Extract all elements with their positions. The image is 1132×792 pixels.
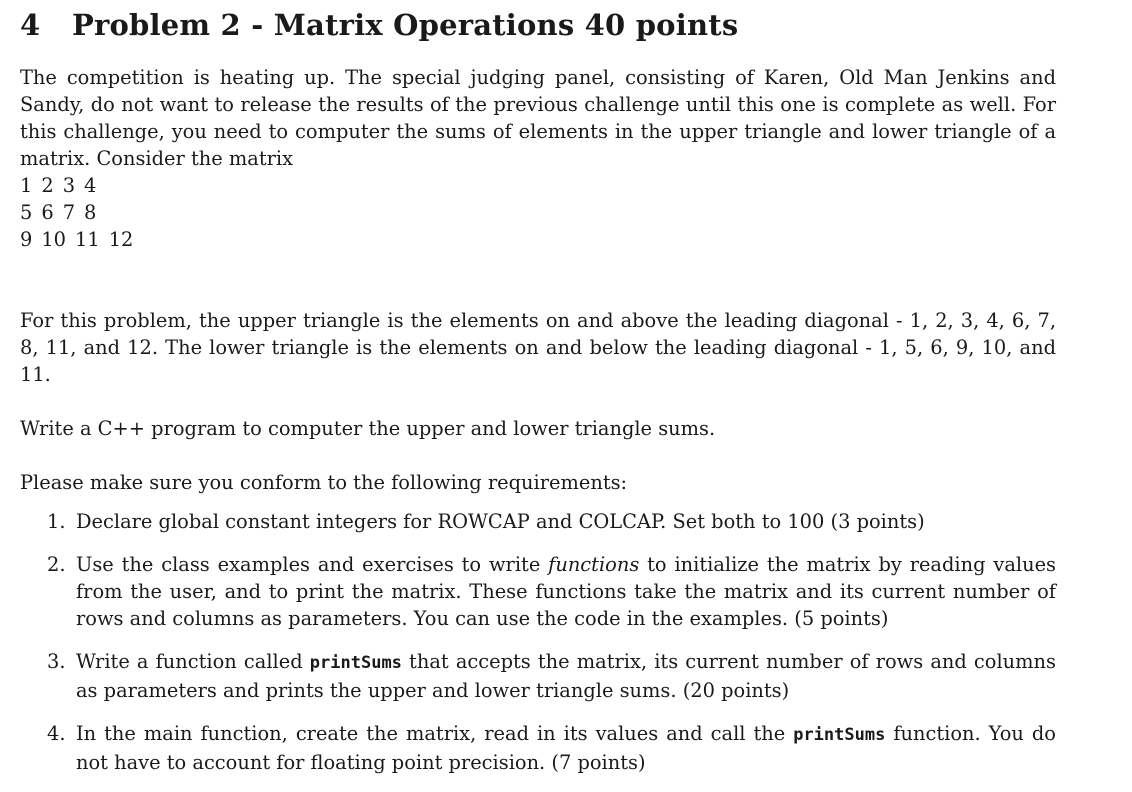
requirement-item [20,720,1056,776]
requirements-list [20,508,1056,776]
matrix-row [20,172,142,199]
requirement-text: Use the class examples and exercises to write [76,553,549,576]
list-marker: 2. [47,553,66,576]
requirement-text: In the main function, create the matrix, read in its values and call the [76,722,794,745]
requirement-item [20,508,1056,535]
matrix-cell: 12 [108,228,134,251]
matrix-cell: 7 [62,201,76,224]
matrix-cell: 9 [20,228,33,251]
requirement-text: function. You do not have to account for floating point precision. (7 points) [76,722,1056,774]
matrix-cell: 4 [84,174,97,197]
requirement-text: that accepts the matrix, its current number of rows and columns as parameters and prints the upper and lower triangle sums. (20 points) [76,650,1056,702]
matrix-cell: 2 [41,174,54,197]
emphasized-text: functions [548,553,640,576]
list-marker: 3. [47,650,66,673]
matrix-cell: 6 [41,201,54,224]
list-marker: 4. [47,722,66,745]
requirement-text: Write a function called [76,650,310,673]
requirements-intro: Please make sure you conform to the following requirements: [20,471,628,494]
example-matrix [20,172,142,253]
matrix-row [20,199,142,226]
matrix-cell: 11 [75,228,100,251]
requirement-text: to initialize the matrix by reading values from the user, and to print the matrix. These functions take the matrix and its current number of rows and columns as parameters. You can use the code in the examples. (5 points) [76,553,1056,630]
section-heading [20,8,738,42]
list-marker: 1. [47,510,66,533]
matrix-cell: 10 [41,228,67,251]
matrix-row [20,226,142,253]
matrix-cell: 5 [20,201,33,224]
matrix-cell: 8 [84,201,97,224]
requirement-item [20,648,1056,704]
section-number: 4 [20,8,41,42]
requirement-item [20,551,1056,632]
matrix-cell: 3 [62,174,76,197]
code-identifier: printSums [309,653,402,673]
intro-paragraph: The competition is heating up. The special judging panel, consisting of Karen, Old Man Jenkins and Sandy, do not want to release the results of the previous challenge until this one is complete as well. For this challenge, you need to computer the sums of elements in the upper triangle and lower triangle of a matrix. Consider the matrix [20,66,1056,170]
requirement-text: Declare global constant integers for ROWCAP and COLCAP. Set both to 100 (3 points) [76,510,925,533]
triangle-explanation: For this problem, the upper triangle is the elements on and above the leading diagonal - 1, 2, 3, 4, 6, 7, 8, 11, and 12. The lower triangle is the elements on and below the leading diagonal - 1, 5, 6, 9, 10, and 11. [20,309,1056,386]
matrix-cell: 1 [20,174,33,197]
section-title: Problem 2 - Matrix Operations 40 points [72,8,739,42]
task-statement: Write a C++ program to computer the upper and lower triangle sums. [20,417,716,440]
code-identifier: printSums [793,725,886,745]
